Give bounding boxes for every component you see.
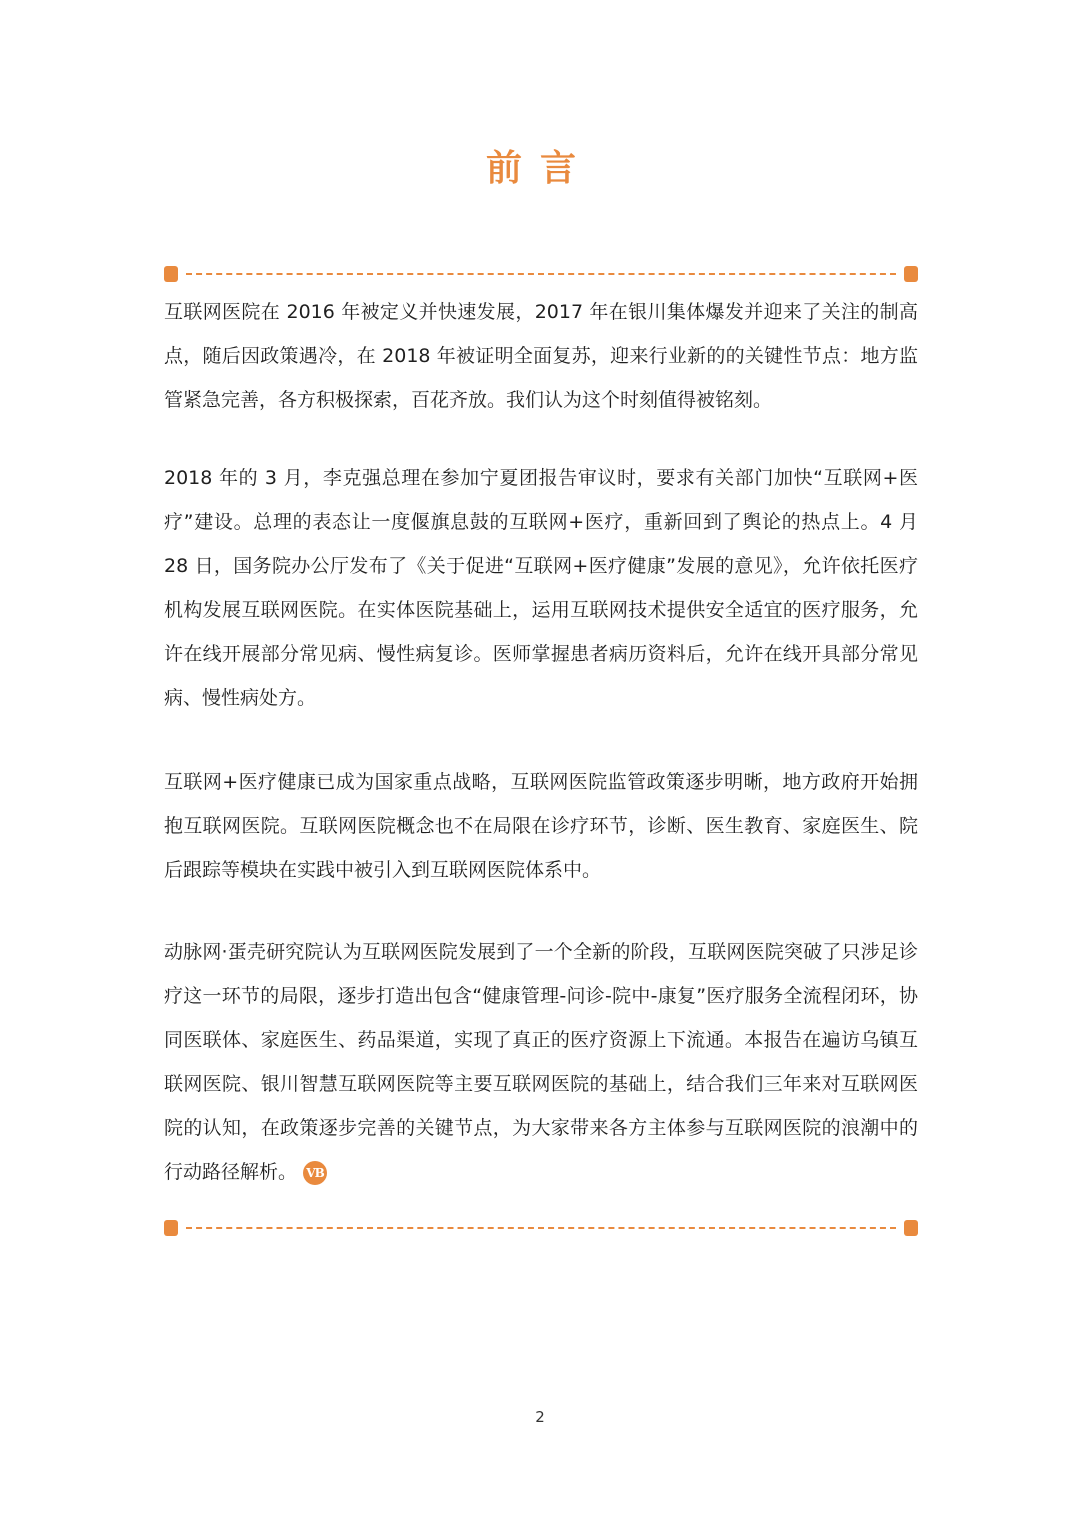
divider-dashed-line [186,273,896,275]
page-number: 2 [535,1408,545,1426]
bottom-divider [164,1220,918,1236]
vb-logo-icon: VB [303,1161,327,1185]
paragraph-4 [164,930,918,1194]
paragraph-4-text: 动脉网·蛋壳研究院认为互联网医院发展到了一个全新的阶段，互联网医院突破了只涉足诊疗这一环节的局限，逐步打造出包含“健康管理-问诊-院中-康复”医疗服务全流程闭环，协同医联体、家庭医生、药品渠道，实现了真正的医疗资源上下流通。本报告在遍访乌镇互联网医院、银川智慧互联网医院等主要互联网医院的基础上，结合我们三年来对互联网医院的认知，在政策逐步完善的关键节点，为大家带来各方主体参与互联网医院的浪潮中的行动路径解析。 [164,941,918,1183]
divider-dashed-line [186,1227,896,1229]
paragraph-1: 互联网医院在 2016 年被定义并快速发展，2017 年在银川集体爆发并迎来了关注的制高点，随后因政策遇冷，在 2018 年被证明全面复苏，迎来行业新的的关键性节点：地方监管紧急完善，各方积极探索，百花齐放。我们认为这个时刻值得被铭刻。 [164,301,918,411]
divider-right-cap [904,266,918,282]
preface-body [164,290,918,1194]
paragraph-2: 2018 年的 3 月，李克强总理在参加宁夏团报告审议时，要求有关部门加快“互联网+医疗”建设。总理的表态让一度偃旗息鼓的互联网+医疗，重新回到了舆论的热点上。4 月 28 日，国务院办公厅发布了《关于促进“互联网+医疗健康”发展的意见》，允许依托医疗机构发展互联网医院。在实体医院基础上，运用互联网技术提供安全适宜的医疗服务，允许在线开展部分常见病、慢性病复诊。医师掌握患者病历资料后，允许在线开具部分常见病、慢性病处方。 [164,467,918,709]
page-title: 前言 [485,147,594,189]
paragraph-3: 互联网+医疗健康已成为国家重点战略，互联网医院监管政策逐步明晰，地方政府开始拥抱互联网医院。互联网医院概念也不在局限在诊疗环节，诊断、医生教育、家庭医生、院后跟踪等模块在实践中被引入到互联网医院体系中。 [164,771,918,881]
divider-left-cap [164,1220,178,1236]
divider-left-cap [164,266,178,282]
divider-right-cap [904,1220,918,1236]
top-divider [164,266,918,282]
